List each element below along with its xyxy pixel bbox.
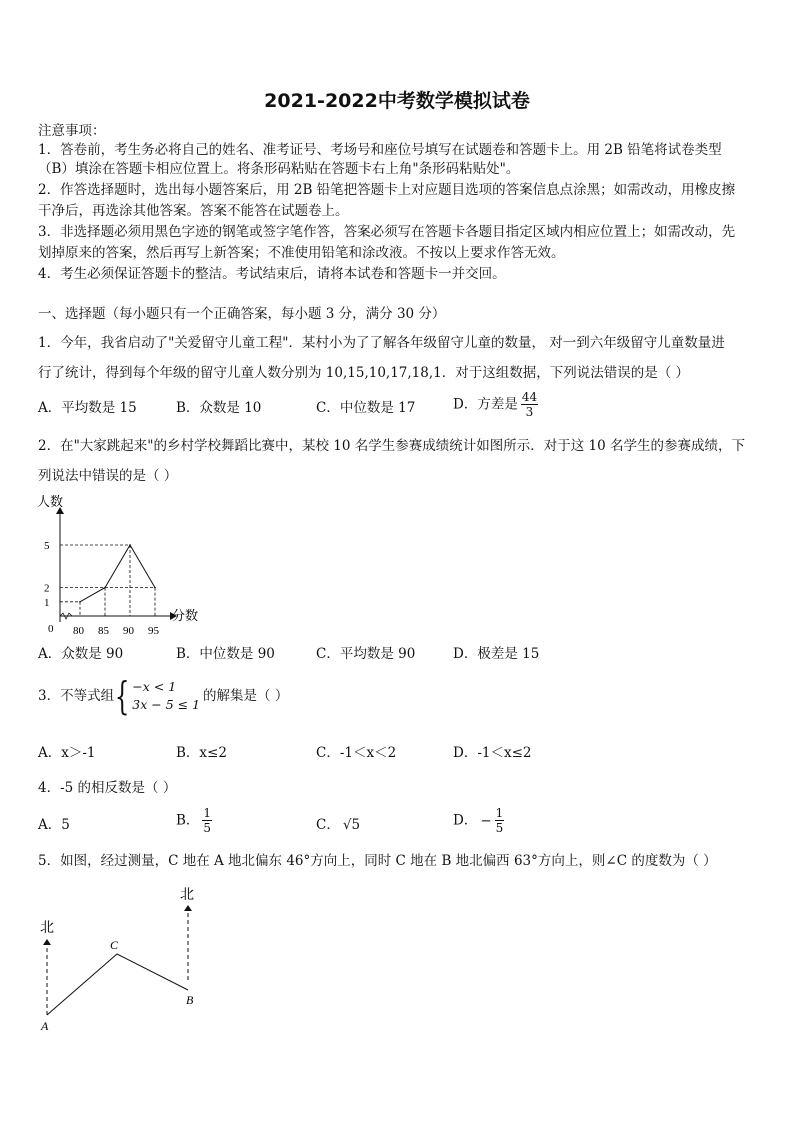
q1-fraction — [521, 390, 538, 419]
q1-option-d — [453, 390, 538, 419]
q1-option-a: A．平均数是 15 — [38, 400, 137, 416]
fraction-denominator: 3 — [525, 405, 534, 419]
fraction-numerator: 1 — [203, 806, 212, 820]
q3-option-a: A．x＞-1 — [38, 745, 96, 761]
north-label-a: 北 — [40, 920, 54, 936]
notice-line: 2．作答选择题时，选出每小题答案后，用 2B 铅笔把答题卡上对应题目选项的答案信息点涂黑；如需改动，用橡皮擦 — [38, 182, 736, 198]
q2-option-a: A．众数是 90 — [38, 646, 124, 662]
x-tick-label: 90 — [123, 625, 134, 637]
q4-option-c-label: C． — [316, 817, 340, 833]
brace-symbol: { — [114, 674, 130, 718]
notice-heading: 注意事项： — [38, 123, 106, 139]
series-line — [80, 545, 155, 602]
x-tick-label: 80 — [73, 625, 84, 637]
x-tick-label: 95 — [148, 625, 159, 637]
q1-option-b: B．众数是 10 — [176, 400, 262, 416]
q3-suffix: 的解集是（ ） — [203, 688, 289, 704]
q3-prefix: 3．不等式组 — [38, 688, 115, 704]
question-5-stem: 5．如图，经过测量，C 地在 A 地北偏东 46°方向上，同时 C 地在 B 地北偏西 63°方向上，则∠C 的度数为（ ） — [38, 853, 717, 869]
inequality-system — [132, 678, 200, 714]
y-tick-label: 2 — [44, 582, 50, 595]
q4-option-d — [453, 806, 504, 835]
north-label-b: 北 — [180, 887, 194, 903]
direction-figure — [30, 880, 210, 1040]
q2-option-c: C．平均数是 90 — [316, 646, 416, 662]
question-1-stem-cont: 行了统计，得到每个年级的留守儿童人数分别为 10,15,10,17,18,1．对于这组数据，下列说法错误的是（ ） — [38, 365, 690, 381]
origin-label: 0 — [48, 623, 54, 635]
q4-option-d-label: D． — [453, 812, 478, 829]
notice-line: 干净后，再选涂其他答案。答案不能答在试题卷上。 — [38, 203, 349, 219]
q2-option-d: D．极差是 15 — [453, 646, 540, 662]
path-a-c-b — [47, 954, 188, 1015]
section-heading: 一、选择题（每小题只有一个正确答案，每小题 3 分，满分 30 分） — [38, 306, 446, 322]
page-title: 2021-2022中考数学模拟试卷 — [264, 90, 530, 112]
fraction-numerator: 1 — [495, 806, 504, 820]
y-tick-label: 1 — [44, 596, 50, 609]
q1-option-d-label: D．方差是 — [453, 396, 518, 413]
q4-option-c — [316, 817, 360, 833]
notice-line: 4．考生必须保证答题卡的整洁。考试结束后，请将本试卷和答题卡一并交回。 — [38, 266, 506, 282]
notice-line: （B）填涂在答题卡相应位置上。将条形码粘贴在答题卡右上角"条形码粘贴处"。 — [38, 161, 520, 177]
score-line-chart — [36, 490, 216, 638]
q3-option-b: B．x≤2 — [176, 745, 227, 761]
fraction-numerator: 44 — [521, 390, 538, 404]
q2-option-b: B．中位数是 90 — [176, 646, 275, 662]
inequality-row-1: −x < 1 — [132, 679, 177, 694]
q4-option-a: A．5 — [38, 817, 70, 833]
point-b-label: B — [186, 993, 194, 1007]
question-2-stem: 2．在"大家跳起来"的乡村学校舞蹈比赛中，某校 10 名学生参赛成绩统计如图所示．对于这 10 名学生的参赛成绩，下 — [38, 438, 746, 454]
notice-line: 划掉原来的答案，然后再写上新答案；不准使用铅笔和涂改液。不按以上要求作答无效。 — [38, 245, 565, 261]
notice-line: 3．非选择题必须用黑色字迹的钢笔或签字笔作答，答案必须写在答题卡各题目指定区域内相应位置上；如需改动，先 — [38, 224, 736, 240]
fraction-denominator: 5 — [203, 821, 212, 835]
q1-option-c: C．中位数是 17 — [316, 400, 416, 416]
question-3-stem — [38, 674, 289, 718]
question-2-stem-cont: 列说法中错误的是（ ） — [38, 468, 178, 484]
point-c-label: C — [110, 938, 119, 952]
q4-b-fraction — [202, 806, 212, 835]
inequality-row-2: 3x − 5 ≤ 1 — [132, 697, 201, 712]
fraction-denominator: 5 — [495, 821, 504, 835]
x-tick-label: 85 — [98, 625, 109, 637]
notice-line: 1．答卷前，考生务必将自己的姓名、准考证号、考场号和座位号填写在试题卷和答题卡上。用 2B 铅笔将试卷类型 — [38, 142, 722, 158]
x-axis-label: 分数 — [172, 608, 199, 623]
minus-sign: − — [480, 812, 492, 829]
q4-d-fraction — [495, 806, 505, 835]
question-1-stem: 1．今年，我省启动了"关爱留守儿童工程"．某村小为了了解各年级留守儿童的数量， 对一到六年级留守儿童数量进 — [38, 335, 725, 351]
y-axis-label: 人数 — [37, 494, 64, 509]
q4-option-b-label: B． — [176, 812, 200, 829]
q3-option-d: D．-1＜x≤2 — [453, 745, 532, 761]
q3-option-c: C．-1＜x＜2 — [316, 745, 397, 761]
y-tick-label: 5 — [44, 540, 50, 552]
q4-option-b — [176, 806, 212, 835]
point-a-label: A — [41, 1019, 49, 1033]
sqrt-value: √5 — [342, 817, 361, 833]
question-4-stem: 4．-5 的相反数是（ ） — [38, 780, 177, 796]
